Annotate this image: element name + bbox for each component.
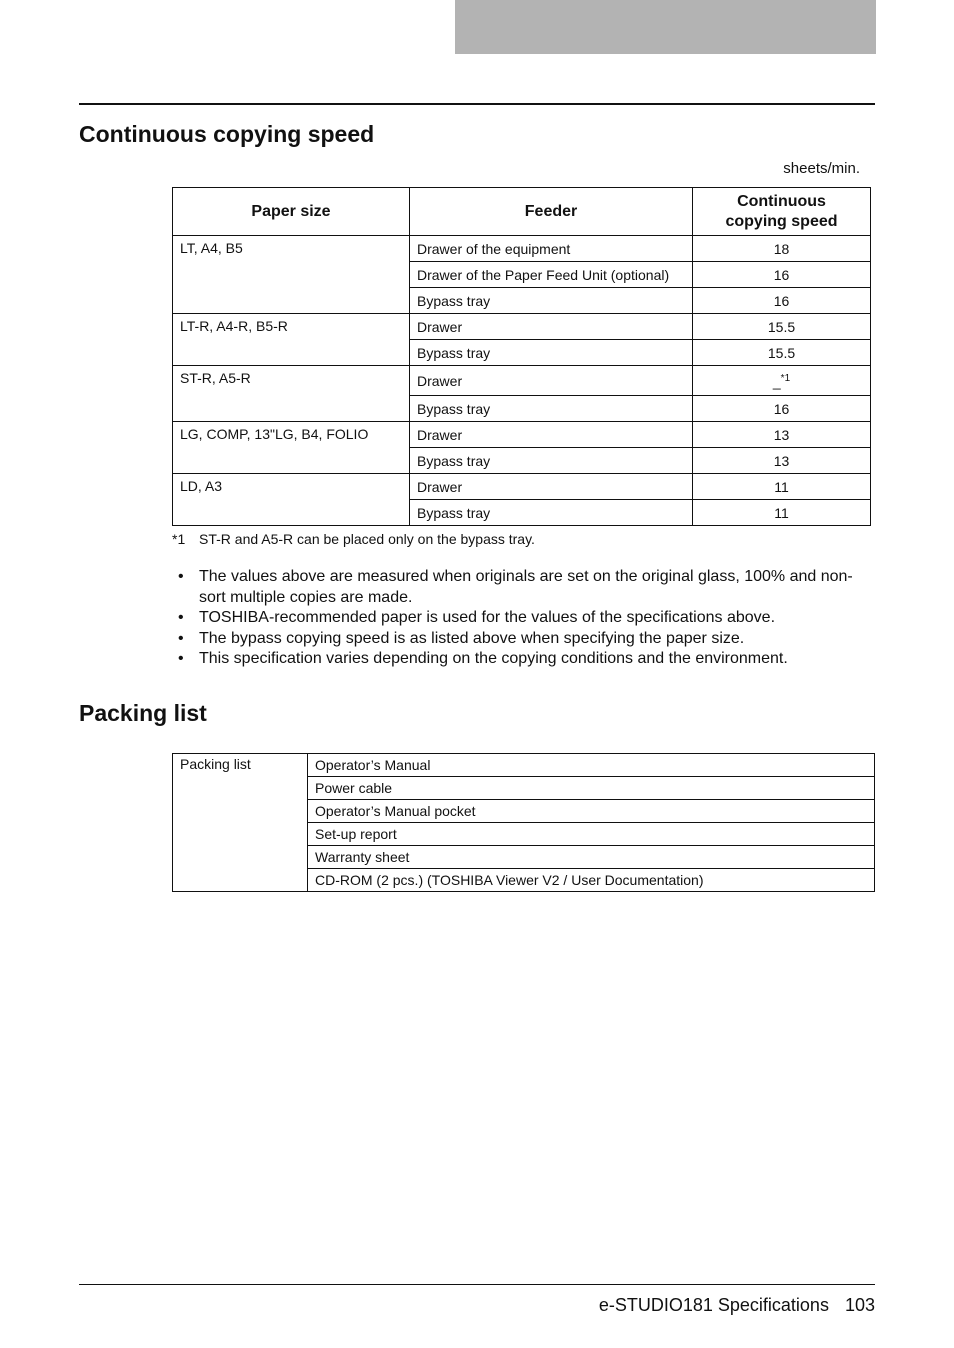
bullet: • (178, 609, 184, 626)
footnote-mark: *1 (172, 531, 186, 547)
paper-size-cell: ST-R, A5-R (173, 366, 410, 422)
units-label: sheets/min. (783, 160, 860, 177)
paper-size-cell: LT-R, A4-R, B5-R (173, 314, 410, 366)
packing-label-cell: Packing list (173, 754, 308, 892)
feeder-cell: Drawer (410, 366, 693, 396)
paper-size-cell: LD, A3 (173, 474, 410, 526)
feeder-cell: Bypass tray (410, 288, 693, 314)
list-item (178, 629, 878, 650)
top-rule (79, 103, 875, 105)
speed-value-cell: 16 (693, 396, 871, 422)
packing-item-cell: Power cable (308, 777, 875, 800)
feeder-cell: Bypass tray (410, 448, 693, 474)
feeder-cell: Drawer of the equipment (410, 236, 693, 262)
speed-value-cell: 18 (693, 236, 871, 262)
footnote (172, 531, 535, 547)
feeder-cell: Drawer (410, 422, 693, 448)
feeder-cell: Drawer of the Paper Feed Unit (optional) (410, 262, 693, 288)
section-title-speed: Continuous copying speed (79, 121, 375, 147)
header-speed-line2: copying speed (725, 212, 838, 230)
table-row (173, 422, 871, 448)
note-text: The values above are measured when originals are set on the original glass, 100% and non-sort multiple copies are made. (199, 568, 853, 606)
header-speed-line1: Continuous (737, 192, 826, 210)
footer-title: e-STUDIO181 Specifications (598, 1295, 829, 1315)
paper-size-cell: LG, COMP, 13"LG, B4, FOLIO (173, 422, 410, 474)
header-speed (693, 188, 871, 236)
speed-value: _ (772, 373, 781, 390)
feeder-cell: Drawer (410, 474, 693, 500)
feeder-cell: Bypass tray (410, 396, 693, 422)
bullet: • (178, 650, 184, 667)
speed-value-cell: 16 (693, 262, 871, 288)
paper-size-cell: LT, A4, B5 (173, 236, 410, 314)
page-number: 103 (844, 1295, 875, 1315)
list-item (178, 608, 878, 629)
table-row (173, 314, 871, 340)
feeder-cell: Drawer (410, 314, 693, 340)
header-feeder: Feeder (410, 188, 693, 236)
speed-value-cell: 11 (693, 500, 871, 526)
table-row (173, 754, 875, 777)
packing-table (172, 753, 875, 892)
table-row (173, 366, 871, 396)
speed-value-cell: 13 (693, 422, 871, 448)
list-item (178, 649, 878, 670)
list-item (178, 567, 878, 608)
bullet: • (178, 568, 184, 585)
speed-value-cell: 13 (693, 448, 871, 474)
section-title-packing: Packing list (79, 700, 207, 726)
note-text: TOSHIBA-recommended paper is used for the values of the specifications above. (199, 609, 776, 626)
note-text: The bypass copying speed is as listed above when specifying the paper size. (199, 629, 745, 647)
bottom-rule (79, 1284, 875, 1285)
speed-value-cell: 11 (693, 474, 871, 500)
header-paper-size: Paper size (173, 188, 410, 236)
header-band (455, 0, 876, 54)
feeder-cell: Bypass tray (410, 500, 693, 526)
packing-item-cell: CD-ROM (2 pcs.) (TOSHIBA Viewer V2 / User Documentation) (308, 869, 875, 892)
speed-value-cell: 15.5 (693, 314, 871, 340)
footnote-text: ST-R and A5-R can be placed only on the bypass tray. (199, 531, 535, 547)
notes-list (178, 567, 878, 670)
speed-table (172, 187, 871, 526)
table-row (173, 236, 871, 262)
packing-item-cell: Operator’s Manual pocket (308, 800, 875, 823)
feeder-cell: Bypass tray (410, 340, 693, 366)
note-text: This specification varies depending on the copying conditions and the environment. (199, 650, 788, 667)
packing-item-cell: Warranty sheet (308, 846, 875, 869)
speed-value-cell (693, 366, 871, 396)
page-footer (599, 1295, 875, 1316)
speed-table-header (173, 188, 871, 236)
speed-value-cell: 15.5 (693, 340, 871, 366)
table-row (173, 474, 871, 500)
bullet: • (178, 629, 184, 647)
speed-value-cell: 16 (693, 288, 871, 314)
packing-item-cell: Set-up report (308, 823, 875, 846)
packing-item-cell: Operator’s Manual (308, 754, 875, 777)
footnote-ref: *1 (780, 373, 791, 385)
